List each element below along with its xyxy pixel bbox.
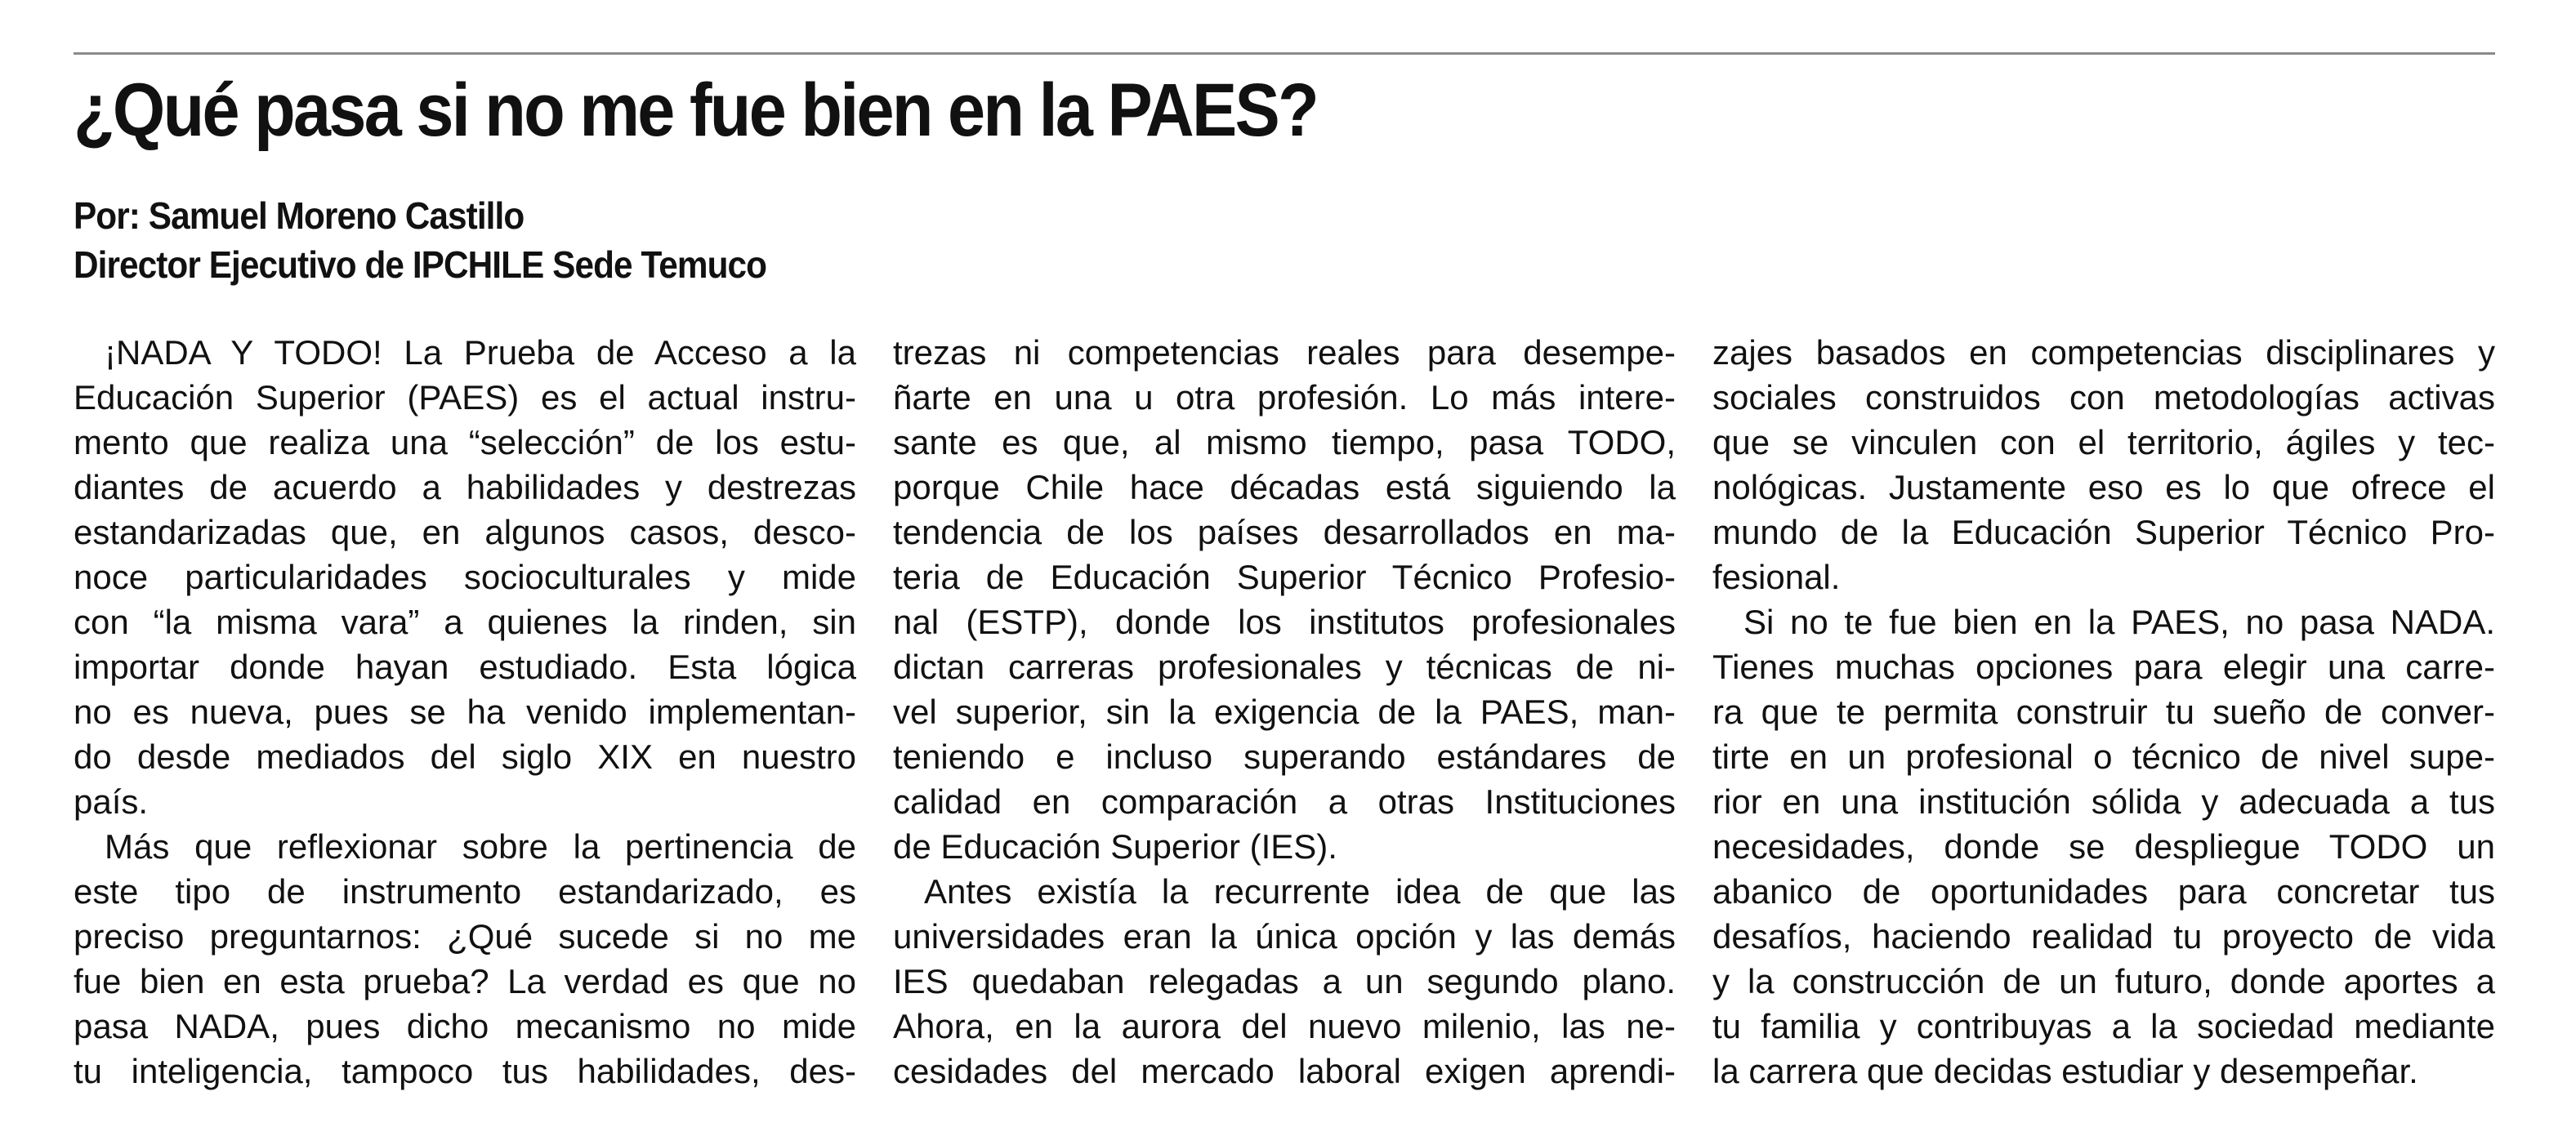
text-line: Más que reflexionar sobre la pertinencia de bbox=[105, 827, 856, 866]
body-column-3 bbox=[1712, 330, 2495, 1094]
text-line: tendencia de los países desarrollados en ma- bbox=[893, 513, 1676, 551]
text-line: ra que te permita construir tu sueño de conver- bbox=[1712, 693, 2495, 731]
text-line: estandarizadas que, en algunos casos, desco- bbox=[74, 513, 856, 551]
text-line: preciso preguntarnos: ¿Qué sucede si no me bbox=[74, 917, 856, 956]
text-line: teria de Educación Superior Técnico Profesio- bbox=[893, 558, 1676, 596]
text-line: mundo de la Educación Superior Técnico Pro- bbox=[1712, 513, 2495, 551]
text-line: trezas ni competencias reales para desempe- bbox=[893, 333, 1676, 372]
text-line: fue bien en esta prueba? La verdad es que no bbox=[74, 962, 856, 1000]
body-column-1 bbox=[74, 330, 856, 1094]
text-line: importar donde hayan estudiado. Esta lógica bbox=[74, 648, 856, 686]
text-line: con “la misma vara” a quienes la rinden, sin bbox=[74, 603, 856, 641]
text-line: calidad en comparación a otras Instituciones bbox=[893, 782, 1676, 821]
text-line: tu inteligencia, tampoco tus habilidades, des- bbox=[74, 1052, 856, 1090]
text-line: vel superior, sin la exigencia de la PAES, man- bbox=[893, 693, 1676, 731]
text-line: Si no te fue bien en la PAES, no pasa NADA. bbox=[1743, 603, 2495, 641]
text-line: tirte en un profesional o técnico de nivel supe- bbox=[1712, 737, 2495, 776]
text-line: universidades eran la única opción y las demás bbox=[893, 917, 1676, 956]
text-line: necesidades, donde se despliegue TODO un bbox=[1712, 827, 2495, 866]
text-line: ñarte en una u otra profesión. Lo más intere- bbox=[893, 378, 1676, 417]
text-line: tu familia y contribuyas a la sociedad mediante bbox=[1712, 1007, 2495, 1045]
text-line: do desde mediados del siglo XIX en nuestro bbox=[74, 737, 856, 776]
text-line: noce particularidades socioculturales y mide bbox=[74, 558, 856, 596]
byline bbox=[74, 191, 766, 289]
text-line: fesional. bbox=[1712, 558, 1841, 596]
text-line: teniendo e incluso superando estándares de bbox=[893, 737, 1676, 776]
text-line: este tipo de instrumento estandarizado, es bbox=[74, 872, 856, 911]
text-line: Antes existía la recurrente idea de que las bbox=[924, 872, 1676, 911]
text-line: ¡NADA Y TODO! La Prueba de Acceso a la bbox=[105, 333, 856, 372]
text-line: sociales construidos con metodologías activas bbox=[1712, 378, 2495, 417]
text-line: desafíos, haciendo realidad tu proyecto de vida bbox=[1712, 917, 2495, 956]
text-line: abanico de oportunidades para concretar tus bbox=[1712, 872, 2495, 911]
text-line: que se vinculen con el territorio, ágiles y tec- bbox=[1712, 423, 2495, 461]
text-line: dictan carreras profesionales y técnicas de ni- bbox=[893, 648, 1676, 686]
text-line: nal (ESTP), donde los institutos profesionales bbox=[893, 603, 1676, 641]
top-rule bbox=[74, 52, 2495, 55]
text-line: rior en una institución sólida y adecuada a tus bbox=[1712, 782, 2495, 821]
text-line: IES quedaban relegadas a un segundo plano. bbox=[893, 962, 1676, 1000]
text-line: y la construcción de un futuro, donde aportes a bbox=[1712, 962, 2495, 1000]
text-line: mento que realiza una “selección” de los estu- bbox=[74, 423, 856, 461]
text-line: porque Chile hace décadas está siguiendo la bbox=[893, 468, 1676, 506]
text-line: Tienes muchas opciones para elegir una carre- bbox=[1712, 648, 2495, 686]
text-line: diantes de acuerdo a habilidades y destrezas bbox=[74, 468, 856, 506]
text-line: país. bbox=[74, 782, 149, 821]
article-headline: ¿Qué pasa si no me fue bien en la PAES? bbox=[74, 69, 1317, 152]
text-line: Ahora, en la aurora del nuevo milenio, las ne- bbox=[893, 1007, 1676, 1045]
text-line: de Educación Superior (IES). bbox=[893, 827, 1337, 866]
byline-role: Director Ejecutivo de IPCHILE Sede Temuco bbox=[74, 243, 767, 286]
text-line: Educación Superior (PAES) es el actual instru- bbox=[74, 378, 856, 417]
text-line: la carrera que decidas estudiar y desempeñar. bbox=[1712, 1052, 2418, 1090]
text-line: cesidades del mercado laboral exigen aprendi- bbox=[893, 1052, 1676, 1090]
byline-author: Por: Samuel Moreno Castillo bbox=[74, 194, 525, 237]
text-line: zajes basados en competencias disciplinares y bbox=[1712, 333, 2495, 372]
text-line: sante es que, al mismo tiempo, pasa TODO, bbox=[893, 423, 1676, 461]
body-column-2 bbox=[893, 330, 1676, 1094]
text-line: pasa NADA, pues dicho mecanismo no mide bbox=[74, 1007, 856, 1045]
text-line: no es nueva, pues se ha venido implementan- bbox=[74, 693, 856, 731]
article-body bbox=[74, 330, 2495, 1114]
text-line: nológicas. Justamente eso es lo que ofrece el bbox=[1712, 468, 2495, 506]
